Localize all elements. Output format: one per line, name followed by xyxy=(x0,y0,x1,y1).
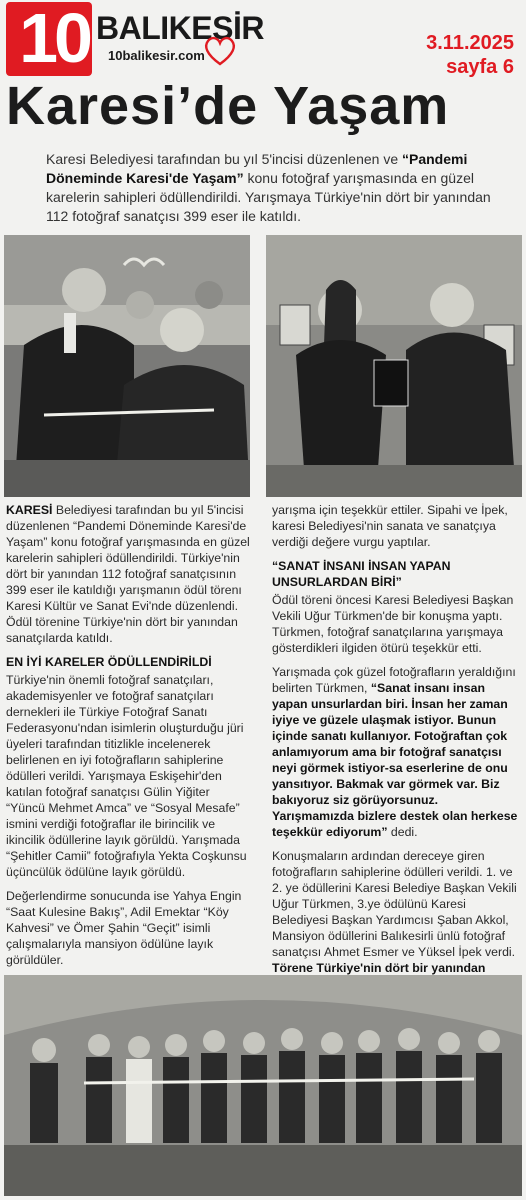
col2-text-5: Törene Türkiye'nin dört bir yanından xyxy=(272,961,486,975)
lead-paragraph xyxy=(46,150,516,226)
logo-number: 10 xyxy=(19,0,89,77)
subheading-1: EN İYİ KARELER ÖDÜLLENDİRİLDİ xyxy=(6,655,212,669)
col2-paragraph-1: yarışma için teşekkür ettiler. Sipahi ve İpek, karesi Belediyesi'nin sanata ve sanatçıya verdiği değere vurgu yaptılar. xyxy=(272,503,508,549)
logo-name: BALIKESİR xyxy=(96,10,264,46)
col1-text-1: Belediyesi tarafından bu yıl 5'incisi düzenlenen “Pandemi Döneminde Karesi'de Yaşam” konu fotoğraf yarışmasında en güzel karelerin sahipleri ödüllendirildi. Türkiye'nin dört bir yanından 112 fotoğraf sanatçısının 399 eser ile katıldığı yarışmanın ödül törenı Karesi Kültür ve Sanat Evi'nde düzenlendi. Ödül törenine Türkiye'nin dört bir yanından sanatçılarda katıldı. xyxy=(6,503,250,645)
issue-date: 3.11.2025 xyxy=(426,32,514,54)
col1-paragraph-2: Türkiye'nin önemli fotoğraf sanatçıları, akademisyenler ve fotoğraf sanatçıları dernekleri ile Türkiye Fotoğraf Sanatı Federasyonu'ndan isimlerin oluşturduğu jüri üyeleri tarafından titizlikle incelenerek belirlenen en iyi fotoğrafların sahiplerine ödülleri verildi. Yarışmaya Eskişehir'den katılan fotoğraf sanatçısı Gülin Yiğiter “Yüncü Mehmet Amca” ve “Sosyal Mesafe” ismini verdiği fotoğraflar ile birincilik ve ikincilik ödüllerine layık görüldü. Yarışmada “Şehitler Camii” fotoğrafıyla Yekta Coşkunsu üçüncülük ödülüne layık görüldü. xyxy=(6,673,247,879)
col2-text-3a: Yarışmada çok güzel fotoğrafların yeraldığını belirten Türkmen, xyxy=(272,665,516,695)
photo-ribbon-cutting xyxy=(4,235,250,497)
col2-paragraph-2: Ödül töreni öncesi Karesi Belediyesi Başkan Vekili Uğur Türkmen'de bir konuşma yaptı. Türkmen, fotoğraf sanatçılarına yarışmaya gösterdikleri ilgiden ötürü teşekkür etti. xyxy=(272,593,514,655)
article-column-2 xyxy=(272,502,520,1032)
subheading-2: “SANAT İNSANI İNSAN YAPAN UNSURLARDAN BİRİ” xyxy=(272,559,451,589)
lead-bold: “Pandemi Döneminde Karesi'de Yaşam” xyxy=(46,151,468,186)
col1-paragraph-3: Değerlendirme sonucunda ise Yahya Engin “Saat Kulesine Bakış”, Adil Emektar “Köy Kahvesi” ve Ömer Şahin “Geçit” isimli çalışmalarıyla mansiyon ödülüne layık görüldüler. xyxy=(6,889,242,967)
col2-text-3c: dedi. xyxy=(387,825,418,839)
page-number: sayfa 6 xyxy=(446,56,514,78)
logo-url: 10balikesir.com xyxy=(108,48,205,63)
lead-text: Karesi Belediyesi tarafından bu yıl 5'incisi düzenlenen ve xyxy=(46,151,402,167)
photo-award xyxy=(266,235,522,497)
dropword: KARESİ xyxy=(6,503,53,517)
col2-text-4: Konuşmaların ardından dereceye giren fotoğrafların sahiplerine ödülleri verildi. 1. ve 2. ye ödüllerini Karesi Belediye Başkan Vekili Uğur Türkmen, 3.ye ödülünü Karesi Belediyesi Başkan Yardımcısı Şaban Akkol, Mansiyon ödüllerini Balıkesirli ünlü fotoğraf sanatçısı Ahmet Esmer ve Yüksel İpek verdi. xyxy=(272,849,517,959)
col1-paragraph-1 xyxy=(6,502,252,646)
quote-text: “Sanat insanı insan yapan unsurlardan biri. İnsan her zaman iyiye ve güzele ulaşmak istiyor. Bunun içinde sanatı kullanıyor. Fotoğraftan çok anlamıyorum ama bir fotoğraf sanatçısı neyi görmek istiyor-sa eserlerine de onu yansıtıyor. Bakmak var görmek var. Biz bakıyoruz siz görüyorsunuz. Yarışmamızda bizlere destek olan herkese teşekkür ediyorum” xyxy=(272,681,518,839)
col2-paragraph-3 xyxy=(272,664,520,840)
logo-badge xyxy=(6,2,92,76)
headline: Karesi’de Yaşam xyxy=(6,76,450,136)
photo-group-ceremony xyxy=(4,975,522,1196)
lead-text-2: konu fotoğraf yarışmasında en güzel karelerin sahipleri ödüllendirildi. Yarışmaya Türkiye'nin dört bir yanından 112 fotoğraf sanatçısı 399 eser ile katıldı. xyxy=(46,170,491,224)
heart-icon xyxy=(200,30,240,70)
